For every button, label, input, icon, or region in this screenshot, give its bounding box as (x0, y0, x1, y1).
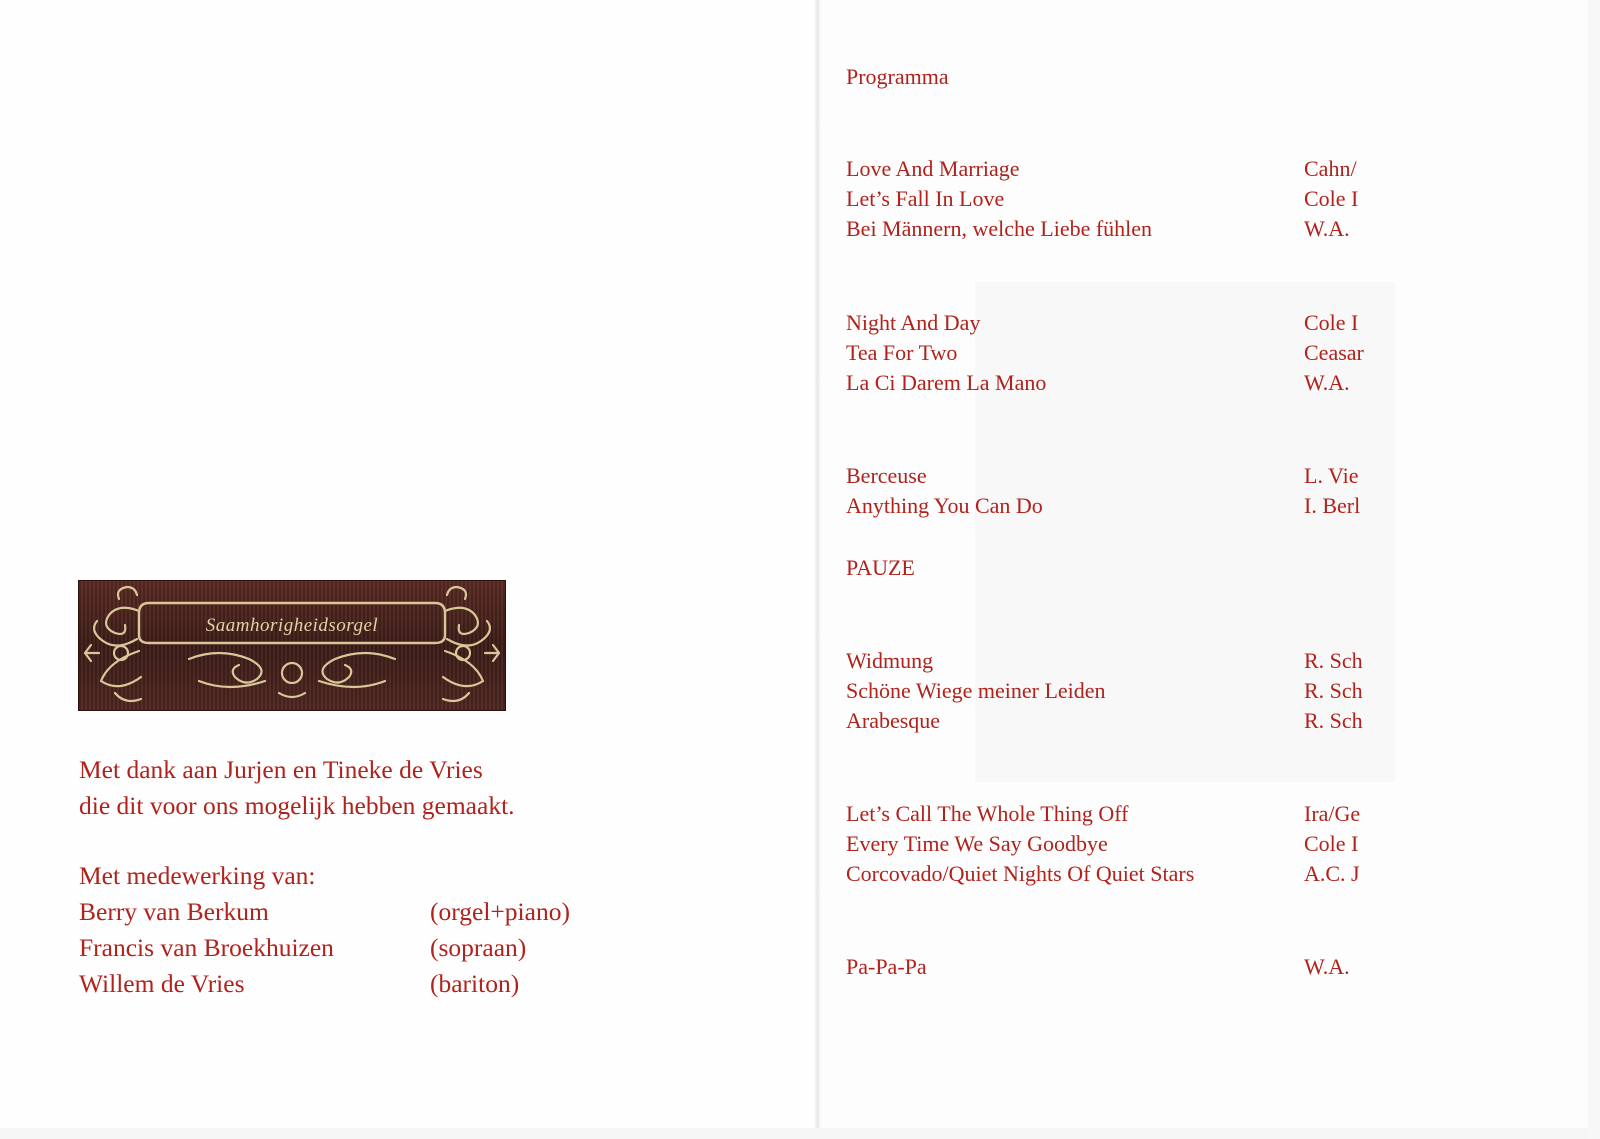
program-item-title: Berceuse (846, 463, 927, 488)
program-item (846, 708, 1366, 738)
credit-role: (sopraan) (430, 933, 527, 962)
program-item-composer: Cahn/ (1304, 156, 1357, 181)
program-item-composer: W.A. (1304, 216, 1350, 241)
program-item-title: Anything You Can Do (846, 493, 1043, 518)
program-item (846, 463, 1366, 493)
program-item-composer: L. Vie (1304, 463, 1359, 488)
program-item (846, 340, 1366, 370)
emblem-inscription: Saamhorigheidsorgel (205, 615, 379, 636)
thanks-text (79, 752, 515, 824)
program-item (846, 801, 1366, 831)
program-item-composer: W.A. (1304, 370, 1350, 395)
program-item-title: Pa-Pa-Pa (846, 954, 927, 979)
program-item-title: Arabesque (846, 708, 941, 733)
credits-heading: Met medewerking van: (79, 861, 316, 890)
credit-role: (bariton) (430, 969, 520, 998)
credit-role: (orgel+piano) (430, 897, 570, 926)
program-item-composer: Ceasar (1304, 340, 1364, 365)
program-item-composer: Cole I (1304, 186, 1359, 211)
organ-emblem (78, 580, 506, 711)
program-item-composer: W.A. (1304, 954, 1350, 979)
program-item-title: Every Time We Say Goodbye (846, 831, 1108, 856)
thanks-line-1: Met dank aan Jurjen en Tineke de Vries (79, 755, 483, 784)
program-item-title: Night And Day (846, 310, 981, 335)
program-item-title: PAUZE (846, 555, 915, 580)
program-list (846, 0, 1366, 1139)
program-item-composer: Ira/Ge (1304, 801, 1361, 826)
paper-edge-right (1588, 0, 1600, 1139)
program-item-composer: I. Berl (1304, 493, 1361, 518)
program-item-title: Corcovado/Quiet Nights Of Quiet Stars (846, 861, 1195, 886)
program-item (846, 861, 1366, 891)
program-item (846, 216, 1366, 246)
program-item-composer: R. Sch (1304, 708, 1363, 733)
credit-name: Berry van Berkum (79, 897, 269, 926)
program-item-title: Love And Marriage (846, 156, 1020, 181)
program-item-title: Let’s Call The Whole Thing Off (846, 801, 1129, 826)
program-item (846, 156, 1366, 186)
program-item (846, 648, 1366, 678)
program-item-composer: A.C. J (1304, 861, 1360, 886)
program-item (846, 370, 1366, 400)
program-item-title: Let’s Fall In Love (846, 186, 1005, 211)
organ-emblem-ornament (79, 581, 507, 712)
program-item-composer: Cole I (1304, 310, 1359, 335)
program-item-composer: Cole I (1304, 831, 1359, 856)
program-item (846, 186, 1366, 216)
program-intermission (846, 555, 1366, 585)
credit-name: Willem de Vries (79, 969, 245, 998)
credit-name: Francis van Broekhuizen (79, 933, 334, 962)
program-item-title: Widmung (846, 648, 934, 673)
program-item-title: Schöne Wiege meiner Leiden (846, 678, 1106, 703)
program-item-title: Bei Männern, welche Liebe fühlen (846, 216, 1153, 241)
program-item-title: Tea For Two (846, 340, 958, 365)
program-item (846, 954, 1366, 984)
program-item (846, 831, 1366, 861)
page-fold (815, 0, 821, 1139)
program-item (846, 493, 1366, 523)
thanks-line-2: die dit voor ons mogelijk hebben gemaakt. (79, 791, 515, 820)
program-item-composer: R. Sch (1304, 648, 1363, 673)
program-item (846, 678, 1366, 708)
program-item-composer: R. Sch (1304, 678, 1363, 703)
program-item-title: La Ci Darem La Mano (846, 370, 1047, 395)
program-title: Programma (846, 64, 949, 89)
program-item (846, 310, 1366, 340)
